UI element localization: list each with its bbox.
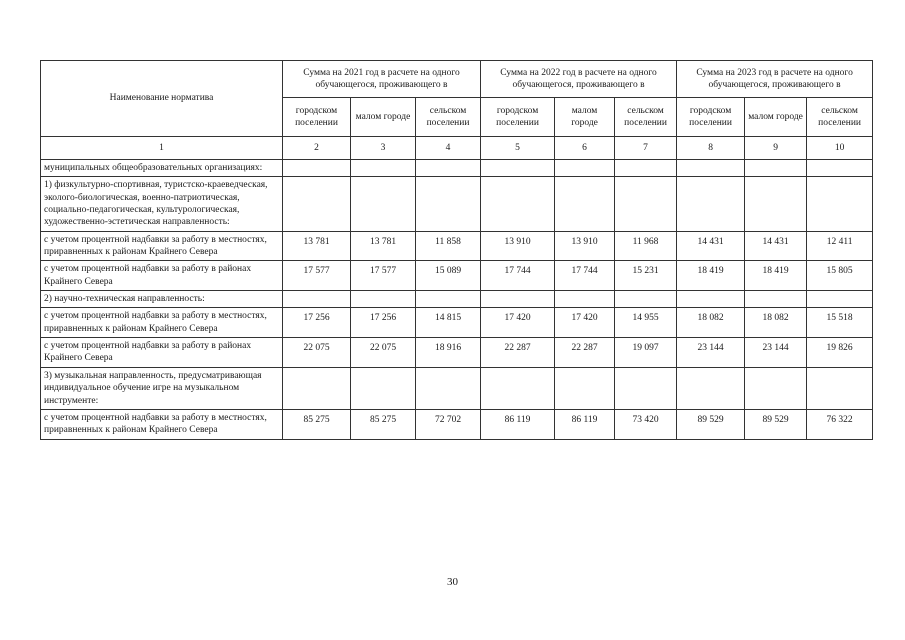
table-row bbox=[41, 231, 873, 261]
column-number: 10 bbox=[807, 137, 873, 160]
value-cell: 13 910 bbox=[481, 231, 555, 261]
value-cell bbox=[807, 291, 873, 308]
row-label: муниципальных общеобразовательных организациях: bbox=[41, 160, 283, 177]
column-number: 7 bbox=[615, 137, 677, 160]
subheader-cell: городском поселении bbox=[677, 98, 745, 137]
value-cell: 22 287 bbox=[481, 338, 555, 368]
value-cell: 17 577 bbox=[283, 261, 351, 291]
value-cell bbox=[677, 160, 745, 177]
subheader-cell: малом городе bbox=[555, 98, 615, 137]
value-cell bbox=[807, 367, 873, 409]
value-cell: 89 529 bbox=[677, 409, 745, 439]
value-cell bbox=[351, 160, 416, 177]
value-cell bbox=[615, 291, 677, 308]
value-cell: 11 858 bbox=[416, 231, 481, 261]
value-cell bbox=[283, 160, 351, 177]
value-cell bbox=[416, 291, 481, 308]
value-cell bbox=[745, 177, 807, 231]
value-cell: 17 420 bbox=[481, 308, 555, 338]
table-row bbox=[41, 338, 873, 368]
name-column-header: Наименование норматива bbox=[41, 61, 283, 137]
value-cell bbox=[615, 160, 677, 177]
value-cell bbox=[555, 291, 615, 308]
value-cell: 73 420 bbox=[615, 409, 677, 439]
subheader-cell: сельском поселении bbox=[416, 98, 481, 137]
value-cell bbox=[555, 367, 615, 409]
value-cell bbox=[555, 177, 615, 231]
value-cell bbox=[745, 367, 807, 409]
value-cell: 23 144 bbox=[745, 338, 807, 368]
value-cell bbox=[807, 160, 873, 177]
value-cell bbox=[745, 291, 807, 308]
row-label: с учетом процентной надбавки за работу в местностях, приравненных к районам Крайнего Севера bbox=[41, 409, 283, 439]
header-row-groups bbox=[41, 61, 873, 98]
subheader-cell: сельском поселении bbox=[807, 98, 873, 137]
value-cell: 18 082 bbox=[745, 308, 807, 338]
value-cell: 23 144 bbox=[677, 338, 745, 368]
value-cell bbox=[351, 291, 416, 308]
row-label: 1) физкультурно-спортивная, туристско-краеведческая, эколого-биологическая, военно-патриотическая, социально-педагогическая, культурологическая, художественно-эстетическая направленность: bbox=[41, 177, 283, 231]
page-number: 30 bbox=[447, 576, 458, 588]
column-number: 1 bbox=[41, 137, 283, 160]
value-cell: 18 419 bbox=[745, 261, 807, 291]
value-cell bbox=[745, 160, 807, 177]
table-row bbox=[41, 261, 873, 291]
column-number: 6 bbox=[555, 137, 615, 160]
subheader-cell: малом городе bbox=[745, 98, 807, 137]
column-number: 5 bbox=[481, 137, 555, 160]
column-number: 9 bbox=[745, 137, 807, 160]
value-cell: 13 781 bbox=[283, 231, 351, 261]
value-cell: 86 119 bbox=[481, 409, 555, 439]
value-cell: 11 968 bbox=[615, 231, 677, 261]
value-cell: 89 529 bbox=[745, 409, 807, 439]
row-label: с учетом процентной надбавки за работу в районах Крайнего Севера bbox=[41, 338, 283, 368]
value-cell bbox=[677, 177, 745, 231]
table-row bbox=[41, 291, 873, 308]
value-cell: 19 097 bbox=[615, 338, 677, 368]
value-cell: 15 518 bbox=[807, 308, 873, 338]
subheader-cell: сельском поселении bbox=[615, 98, 677, 137]
table-row bbox=[41, 308, 873, 338]
value-cell bbox=[555, 160, 615, 177]
value-cell bbox=[416, 160, 481, 177]
value-cell bbox=[416, 367, 481, 409]
value-cell bbox=[481, 160, 555, 177]
value-cell: 18 419 bbox=[677, 261, 745, 291]
value-cell: 14 815 bbox=[416, 308, 481, 338]
column-number: 4 bbox=[416, 137, 481, 160]
group-header-2022: Сумма на 2022 год в расчете на одного обучающегося, проживающего в bbox=[481, 61, 677, 98]
row-label: 3) музыкальная направленность, предусматривающая индивидуальное обучение игре на музыкальном инструменте: bbox=[41, 367, 283, 409]
value-cell: 17 577 bbox=[351, 261, 416, 291]
value-cell: 15 805 bbox=[807, 261, 873, 291]
value-cell: 86 119 bbox=[555, 409, 615, 439]
group-header-2023: Сумма на 2023 год в расчете на одного обучающегося, проживающего в bbox=[677, 61, 873, 98]
value-cell: 85 275 bbox=[351, 409, 416, 439]
value-cell bbox=[283, 291, 351, 308]
subheader-cell: городском поселении bbox=[481, 98, 555, 137]
value-cell: 13 910 bbox=[555, 231, 615, 261]
value-cell bbox=[351, 367, 416, 409]
value-cell: 17 420 bbox=[555, 308, 615, 338]
row-label: 2) научно-техническая направленность: bbox=[41, 291, 283, 308]
value-cell bbox=[416, 177, 481, 231]
value-cell: 22 075 bbox=[283, 338, 351, 368]
value-cell: 22 075 bbox=[351, 338, 416, 368]
group-header-2021: Сумма на 2021 год в расчете на одного обучающегося, проживающего в bbox=[283, 61, 481, 98]
normatives-table bbox=[40, 60, 873, 440]
column-number: 8 bbox=[677, 137, 745, 160]
subheader-cell: малом городе bbox=[351, 98, 416, 137]
row-label: с учетом процентной надбавки за работу в местностях, приравненных к районам Крайнего Севера bbox=[41, 231, 283, 261]
value-cell: 18 082 bbox=[677, 308, 745, 338]
value-cell bbox=[677, 367, 745, 409]
table-row bbox=[41, 160, 873, 177]
value-cell: 15 231 bbox=[615, 261, 677, 291]
value-cell: 15 089 bbox=[416, 261, 481, 291]
subheader-cell: городском поселении bbox=[283, 98, 351, 137]
value-cell: 13 781 bbox=[351, 231, 416, 261]
value-cell: 85 275 bbox=[283, 409, 351, 439]
value-cell: 17 256 bbox=[351, 308, 416, 338]
row-label: с учетом процентной надбавки за работу в районах Крайнего Севера bbox=[41, 261, 283, 291]
value-cell: 17 744 bbox=[481, 261, 555, 291]
row-label: с учетом процентной надбавки за работу в местностях, приравненных к районам Крайнего Севера bbox=[41, 308, 283, 338]
value-cell: 17 256 bbox=[283, 308, 351, 338]
value-cell bbox=[351, 177, 416, 231]
table-row bbox=[41, 409, 873, 439]
column-number: 2 bbox=[283, 137, 351, 160]
value-cell: 12 411 bbox=[807, 231, 873, 261]
value-cell: 17 744 bbox=[555, 261, 615, 291]
value-cell bbox=[481, 291, 555, 308]
table-body bbox=[41, 137, 873, 440]
value-cell: 18 916 bbox=[416, 338, 481, 368]
column-number-row bbox=[41, 137, 873, 160]
table-row bbox=[41, 177, 873, 231]
value-cell bbox=[481, 177, 555, 231]
table-row bbox=[41, 367, 873, 409]
value-cell bbox=[615, 177, 677, 231]
value-cell bbox=[615, 367, 677, 409]
value-cell: 22 287 bbox=[555, 338, 615, 368]
value-cell: 76 322 bbox=[807, 409, 873, 439]
column-number: 3 bbox=[351, 137, 416, 160]
value-cell: 14 431 bbox=[745, 231, 807, 261]
value-cell: 14 431 bbox=[677, 231, 745, 261]
value-cell: 14 955 bbox=[615, 308, 677, 338]
value-cell bbox=[481, 367, 555, 409]
value-cell: 72 702 bbox=[416, 409, 481, 439]
value-cell bbox=[283, 367, 351, 409]
value-cell bbox=[677, 291, 745, 308]
value-cell: 19 826 bbox=[807, 338, 873, 368]
value-cell bbox=[807, 177, 873, 231]
value-cell bbox=[283, 177, 351, 231]
